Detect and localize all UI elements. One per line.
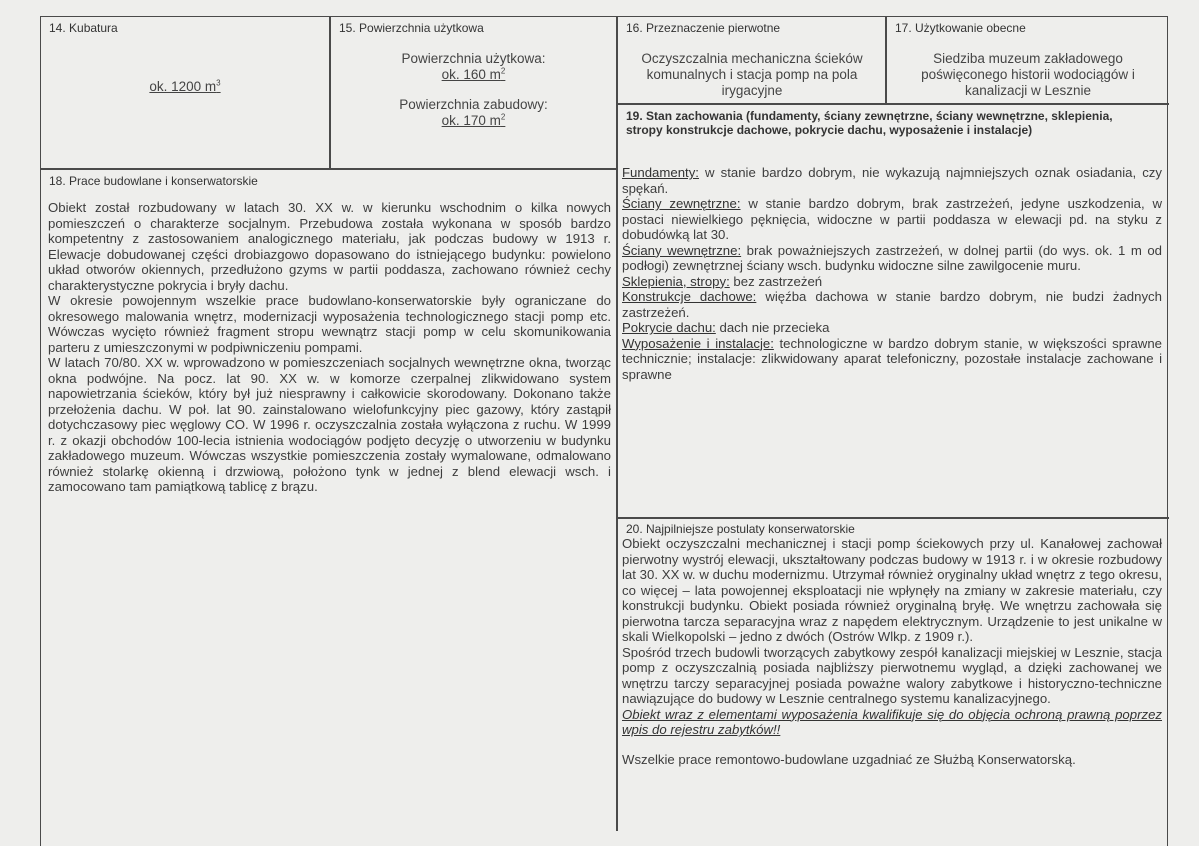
works-paragraph: Obiekt został rozbudowany w latach 30. XX w. w kierunku wschodnim o kilka nowych pomieszczeń o charakterze socjalnym. Przebudowa została wykonana w sposób bardzo kompetentny z zastosowaniem analogicznego materiału, jak podczas budowy w 1913 r. Elewacje dobudowanej części drobiazgowo dopasowano do istniejącego budynku: powielono układ otworów okiennych, przedłużono gzyms w partii poddasza, zachowano również cechy charakterystyczne pokrycia i bryły dachu. xyxy=(48,200,611,293)
box-title: 14. Kubatura xyxy=(49,21,118,35)
condition-item: Ściany zewnętrzne: w stanie bardzo dobrym, brak zastrzeżeń, jedyne uszkodzenia, w postaci niewielkiego pęknięcia, widoczne w partii poddasza w elewacji pd. na styku z dobudówką lat 30. xyxy=(622,196,1163,242)
box-title: 18. Prace budowlane i konserwatorskie xyxy=(49,174,258,188)
original-purpose: Oczyszczalnia mechaniczna ścieków komunalnych i stacja pomp na pola irygacyjne xyxy=(641,51,863,98)
box-uzytkowanie xyxy=(887,17,1169,103)
box-postulaty xyxy=(618,519,1169,831)
works-paragraph: W latach 70/80. XX w. wprowadzono w pomieszczeniach socjalnych wewnętrzne okna, tworząc okna podwójne. Na pocz. lat 90. XX w. w komorze czerpalnej zlikwidowano system napowietrzania ścieków, który był już niesprawny i całkowicie skorodowany. Dokonano także przełożenia dachu. W poł. lat 90. zainstalowano wielofunkcyjny piec gazowy, który zastąpił dotychczasowy piec węglowy CO. W 1996 r. oczyszczalnia została wyłączona z ruchu. W 1999 r. z okazji obchodów 100-lecia istnienia wodociągów podjęto decyzję o utworzeniu w budynku zakładowego muzeum. Wówczas wszystkie pomieszczenia zostały wymalowane, odmalowano również stolarkę okienną i drzwiową, położono tynk w jednej z blend elewacji wsch. i zamocowano tam pamiątkową tablicę z brązu. xyxy=(48,355,611,494)
condition-item: Sklepienia, stropy: bez zastrzeżeń xyxy=(622,273,823,289)
condition-item: Pokrycie dachu: dach nie przecieka xyxy=(622,320,830,335)
condition-text xyxy=(622,165,1162,382)
condition-item: Ściany wewnętrzne: brak poważniejszych zastrzeżeń, w dolnej partii (do wys. ok. 1 m od podłogi) zewnętrznej ściany wsch. budynku widoczne silne zawilgocenie muru. xyxy=(622,242,1162,273)
form-frame xyxy=(40,16,1168,846)
area-label-built: Powierzchnia zabudowy: xyxy=(399,97,548,112)
box-stan xyxy=(618,105,1169,517)
box-prace xyxy=(41,170,616,831)
box-title: 19. Stan zachowania (fundamenty, ściany zewnętrzne, ściany wewnętrzne, sklepienia, stropy konstrukcje dachowe, pokrycie dachu, wyposażenie i instalacje) xyxy=(626,109,1113,137)
condition-item: Konstrukcje dachowe: więźba dachowa w stanie bardzo dobrym, nie budzi żadnych zastrzeżeń. xyxy=(622,289,1162,320)
condition-item: Wyposażenie i instalacje: technologiczne w bardzo dobrym stanie, w większości sprawne technicznie; instalacje: zlikwidowany aparat telefoniczny, pozostałe instalacje zachowane i sprawne xyxy=(622,335,1162,382)
area-label-usable: Powierzchnia użytkowa: xyxy=(401,51,546,66)
condition-item: Fundamenty: w stanie bardzo dobrym, nie wykazują najmniejszych oznak osiadania, czy spękań. xyxy=(622,165,1162,196)
works-text xyxy=(48,200,611,495)
box-title: 17. Użytkowanie obecne xyxy=(895,21,1026,35)
area-value-built: ok. 170 $m^2$ xyxy=(441,112,506,128)
postulates-emphasis: Obiekt wraz z elementami wyposażenia kwalifikuje się do objęcia ochroną prawną poprzez wpis do rejestru zabytków!! xyxy=(622,706,1162,737)
postulates-text xyxy=(622,536,1162,767)
box-kubatura xyxy=(41,17,329,168)
kubatura-value: ok. 1200 $m^3$ xyxy=(149,78,221,94)
box-title: 16. Przeznaczenie pierwotne xyxy=(626,21,781,35)
box-przeznaczenie xyxy=(618,17,885,103)
postulates-closing: Wszelkie prace remontowo-budowlane uzgadniać ze Służbą Konserwatorską. xyxy=(622,751,1076,767)
area-value-usable: ok. 160 $m^2$ xyxy=(441,66,506,82)
box-powierzchnia xyxy=(331,17,616,168)
box-title: 20. Najpilniejsze postulaty konserwatorskie xyxy=(626,522,855,536)
works-paragraph: W okresie powojennym wszelkie prace budowlano-konserwatorskie były ograniczane do okresowego malowania wnętrz, modernizacji wyposażenia technologicznego stacji pomp etc. Wówczas wycięto również fragment stropu wewnątrz stacji pomp w celu skomunikowania parteru z umieszczonymi w podpiwniczeniu pompami. xyxy=(48,293,611,355)
postulates-paragraph: Spośród trzech budowli tworzących zabytkowy zespół kanalizacji miejskiej w Lesznie, stacja pomp z oczyszczalnią posiada najbliższy pierwotnemu wygląd, a dzięki zachowanej we wnętrzu tarczy separacyjnej posiada poważne walory zabytkowe i historyczno-techniczne nawiązujące do budowy w Lesznie centralnego systemu kanalizacyjnego. xyxy=(622,644,1162,706)
postulates-paragraph: Obiekt oczyszczalni mechanicznej i stacji pomp ściekowych przy ul. Kanałowej zachował pierwotny wystrój elewacji, ukształtowany podczas budowy w 1913 r. i w okresie rozbudowy lat 30. XX w. w duchu modernizmu. Utrzymał również oryginalny układ wnętrz z tego okresu, co więcej – lata powojennej eksploatacji nie wpłynęły na zmiany w zakresie materiału, czy konstrukcji budynku. Obiekt posiada również oryginalną bryłę. We wnętrzu zachowała się pierwotna tarcza separacyjna wraz z napędem elektrycznym. Urządzenie to jest unikalne w skali Wielkopolski – jedno z dwóch (Ostrów Wlkp. z 1909 r.). xyxy=(622,536,1162,644)
current-use: Siedziba muzeum zakładowego poświęconego historii wodociągów i kanalizacji w Lesznie xyxy=(921,51,1135,98)
box-title: 15. Powierzchnia użytkowa xyxy=(339,21,484,35)
